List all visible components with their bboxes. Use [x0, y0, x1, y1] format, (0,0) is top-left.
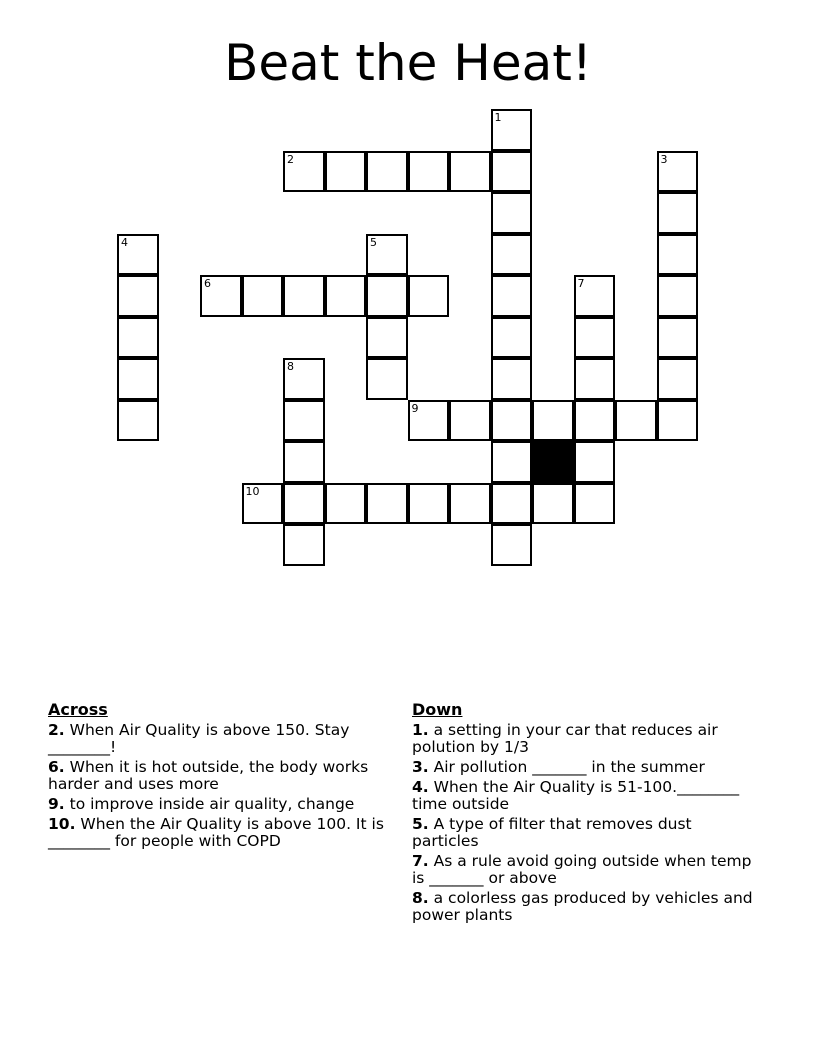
grid-cell[interactable] [574, 317, 616, 359]
grid-cell[interactable] [657, 151, 699, 193]
grid-cell[interactable] [242, 483, 284, 525]
grid-cell[interactable] [491, 400, 533, 442]
grid-cell[interactable] [366, 483, 408, 525]
grid-cell[interactable] [408, 483, 450, 525]
grid-cell[interactable] [574, 441, 616, 483]
clue-down-1: 1. a setting in your car that reduces air polution by 1/3 [412, 721, 718, 756]
grid-cell[interactable] [491, 524, 533, 566]
clue-across-9: 9. to improve inside air quality, change [48, 795, 355, 813]
grid-cell[interactable] [117, 400, 159, 442]
across-heading: Across [48, 700, 108, 719]
grid-cell[interactable] [657, 275, 699, 317]
grid-cell[interactable] [366, 151, 408, 193]
grid-cell[interactable] [449, 151, 491, 193]
grid-cell[interactable] [325, 483, 367, 525]
grid-cell[interactable] [657, 400, 699, 442]
clue-number: 10 [245, 484, 260, 498]
grid-cell[interactable] [325, 151, 367, 193]
clue-number: 9 [411, 401, 419, 415]
grid-cell[interactable] [325, 275, 367, 317]
grid-cell[interactable] [408, 400, 450, 442]
clue-number: 3 [660, 152, 668, 166]
grid-cell[interactable] [117, 317, 159, 359]
grid-cell[interactable] [283, 358, 325, 400]
grid-cell[interactable] [491, 441, 533, 483]
grid-cell[interactable] [491, 192, 533, 234]
grid-cell[interactable] [532, 483, 574, 525]
grid-cell[interactable] [366, 317, 408, 359]
down-clues [412, 700, 762, 927]
grid-cell[interactable] [657, 358, 699, 400]
black-cell [532, 441, 574, 483]
puzzle-title: Beat the Heat! [224, 34, 592, 92]
clue-down-8: 8. a colorless gas produced by vehicles and power plants [412, 889, 753, 924]
grid-cell[interactable] [449, 400, 491, 442]
grid-cell[interactable] [283, 275, 325, 317]
grid-cell[interactable] [532, 400, 574, 442]
grid-cell[interactable] [657, 317, 699, 359]
grid-cell[interactable] [657, 192, 699, 234]
grid-cell[interactable] [491, 275, 533, 317]
clue-number: 5 [370, 235, 377, 249]
grid-cell[interactable] [366, 275, 408, 317]
grid-cell[interactable] [283, 483, 325, 525]
grid-cell[interactable] [491, 358, 533, 400]
grid-cell[interactable] [491, 234, 533, 276]
clue-across-2: 2. When Air Quality is above 150. Stay ________! [48, 721, 350, 756]
grid-cell[interactable] [117, 358, 159, 400]
down-heading: Down [412, 700, 463, 719]
grid-cell[interactable] [615, 400, 657, 442]
clue-number: 7 [577, 277, 585, 290]
grid-cell[interactable] [408, 151, 450, 193]
clue-number: 4 [121, 235, 128, 249]
grid-cell[interactable] [200, 275, 242, 317]
grid-cell[interactable] [491, 317, 533, 359]
clue-number: 8 [287, 360, 294, 373]
grid-cell[interactable] [574, 358, 616, 400]
grid-cell[interactable] [449, 483, 491, 525]
clue-number: 2 [287, 152, 294, 166]
grid-cell[interactable] [242, 275, 284, 317]
clue-number: 6 [204, 277, 211, 290]
across-clues [48, 700, 398, 853]
clue-across-10: 10. When the Air Quality is above 100. It is ________ for people with COPD [48, 815, 384, 850]
grid-cell[interactable] [657, 234, 699, 276]
clue-number: 1 [494, 111, 502, 124]
clue-down-5: 5. A type of filter that removes dust particles [412, 815, 692, 850]
grid-cell[interactable] [117, 275, 159, 317]
grid-cell[interactable] [366, 234, 408, 276]
grid-cell[interactable] [491, 109, 533, 151]
grid-cell[interactable] [283, 441, 325, 483]
grid-cell[interactable] [366, 358, 408, 400]
grid-cell[interactable] [574, 483, 616, 525]
clue-down-3: 3. Air pollution _______ in the summer [412, 758, 705, 776]
grid-cell[interactable] [491, 483, 533, 525]
grid-cell[interactable] [283, 151, 325, 193]
clue-down-4: 4. When the Air Quality is 51-100.________ time outside [412, 778, 740, 813]
grid-cell[interactable] [117, 234, 159, 276]
grid-cell[interactable] [283, 400, 325, 442]
grid-cell[interactable] [574, 275, 616, 317]
grid-cell[interactable] [491, 151, 533, 193]
grid-cell[interactable] [574, 400, 616, 442]
grid-cell[interactable] [408, 275, 450, 317]
clue-across-6: 6. When it is hot outside, the body works harder and uses more [48, 758, 369, 793]
grid-cell[interactable] [283, 524, 325, 566]
clue-down-7: 7. As a rule avoid going outside when temp is _______ or above [412, 852, 752, 887]
